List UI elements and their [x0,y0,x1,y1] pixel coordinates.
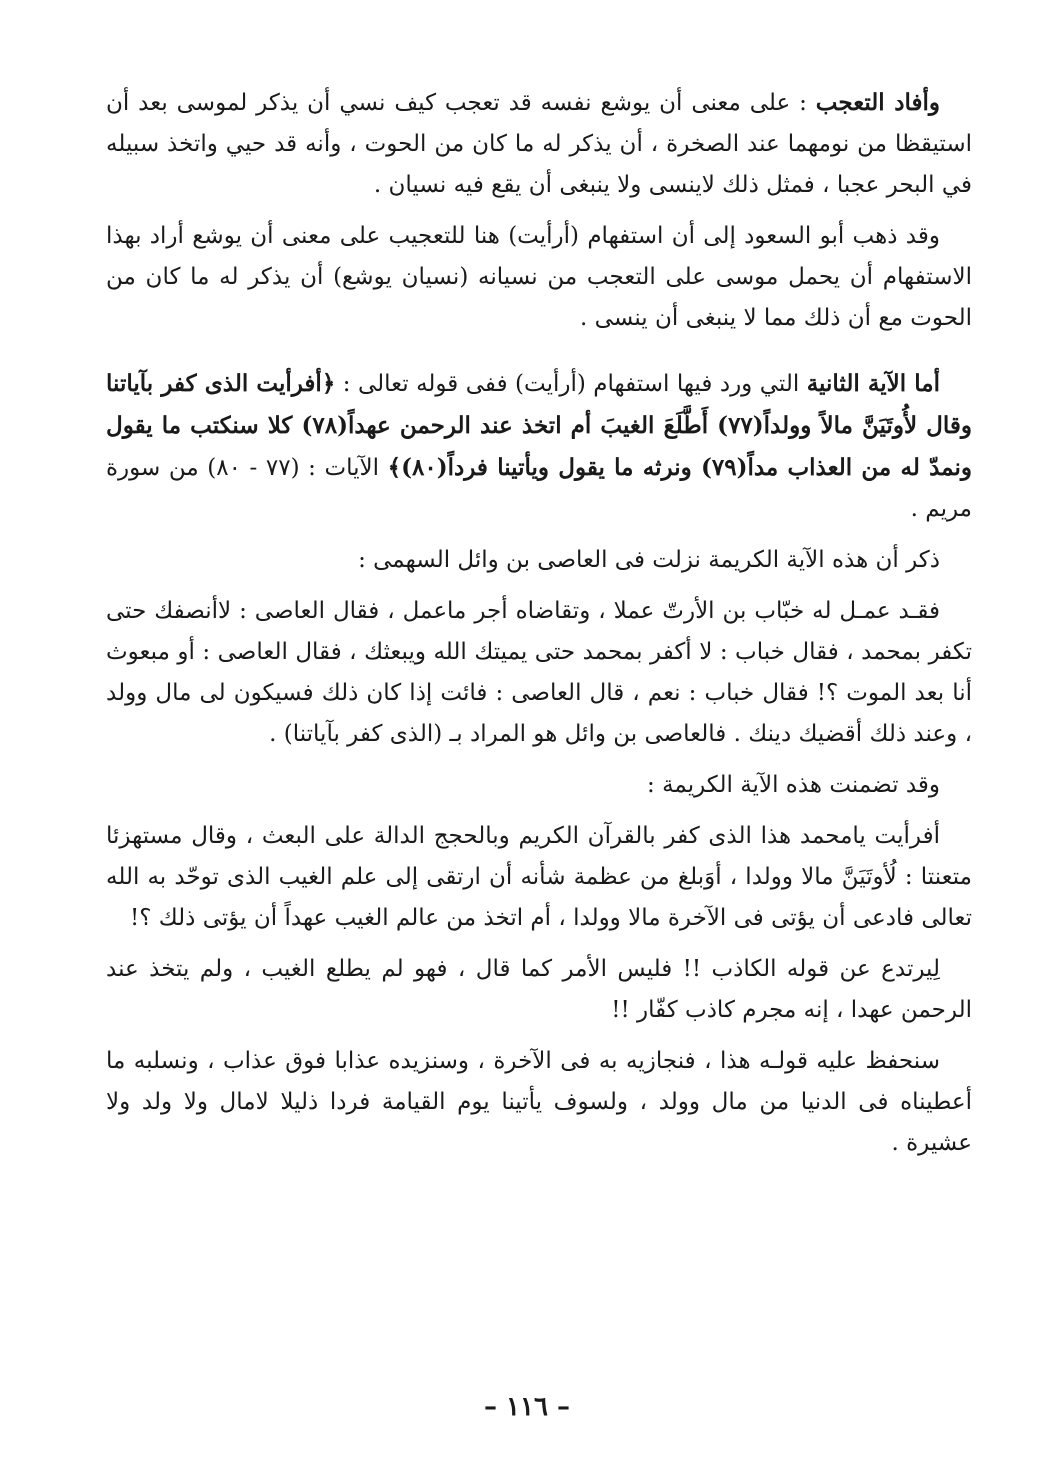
paragraph-text: أفرأيت يامحمد هذا الذى كفر بالقرآن الكريم وبالحجج الدالة على البعث ، وقال مستهزئا متعنتا : لُأوتَيَنَّ مالا وولدا ، أوَبلغ من عظمة شأنه أن ارتقى إلى علم الغيب الذى توحّد به الله تعالى فادعى أن يؤتى فى الآخرة مالا وولدا ، أم اتخذ من عالم الغيب عهداً أن يؤتى ذلك ؟! [106,823,972,931]
paragraph-text: وقد تضمنت هذه الآية الكريمة : [647,772,940,798]
paragraph-verse-contents [106,765,972,806]
paragraph-text: التي ورد فيها استفهام (أرأيت) ففى قوله تعالى : [335,371,807,397]
paragraph-text: ذكر أن هذه الآية الكريمة نزلت فى العاصى بن وائل السهمى : [358,547,940,573]
paragraph-khabbab-story [106,591,972,755]
paragraph-taajjub [106,82,972,206]
paragraph-text: سنحفظ عليه قولـه هذا ، فنجازيه به فى الآخرة ، وسنزيده عذابا فوق عذاب ، ونسلبه ما أعطيناه فى الدنيا من مال وولد ، ولسوف يأتينا يوم القيامة فردا ذليلا لامال ولا ولد ولا عشيرة . [106,1048,972,1156]
lead-term: أما الآية الثانية [806,370,940,397]
paragraph-second-verse [106,363,972,530]
quran-quote: ﴿أفرأيت الذى كفر بآياتنا وقال لأُوتَيَنَّ مالاً وولداً(٧٧) أَطَّلَعَ الغيبَ أم اتخذ عند الرحمن عهداً(٧٨) كلا سنكتب ما يقول ونمدّ له من العذاب مداً(٧٩) ونرثه ما يقول ويأتينا فرداً(٨٠)﴾ [106,370,972,481]
paragraph-abu-saud [106,216,972,339]
paragraph-text: لِيرتدع عن قوله الكاذب !! فليس الأمر كما قال ، فهو لم يطلع الغيب ، ولم يتخذ عند الرحمن عهدا ، إنه مجرم كاذب كفّار !! [106,956,972,1023]
paragraph-deterrence [106,949,972,1031]
verse-reference: الآيات : (٧٧ - ٨٠) من سورة مريم . [106,455,972,522]
paragraph-text: فقـد عمـل له خبّاب بن الأرتّ عملا ، وتقاضاه أجر ماعمل ، فقال العاصى : لاأنصفك حتى تكفر بمحمد ، فقال خباب : لا أكفر بمحمد حتى يميتك الله ويبعثك ، فقال العاصى : أو مبعوث أنا بعد الموت ؟! فقال خباب : نعم ، قال العاصى : فائت إذا كان ذلك فسيكون لى مال وولد ، وعند ذلك أقضيك دينك . فالعاصى بن وائل هو المراد بـ (الذى كفر بآياتنا) . [106,598,972,747]
page-number: – ١١٦ – [483,1392,571,1422]
page-body [106,82,972,1174]
lead-term: وأفاد التعجب [815,89,940,116]
paragraph-explanation [106,816,972,939]
paragraph-revelation-context [106,540,972,581]
paragraph-text: وقد ذهب أبو السعود إلى أن استفهام (أرأيت) هنا للتعجيب على معنى أن يوشع أراد بهذا الاستفهام أن يحمل موسى على التعجب من نسيانه (نسيان يوشع) أن يذكر له ما كان من الحوت مع أن ذلك مما لا ينبغى أن ينسى . [106,223,972,331]
paragraph-text: : على معنى أن يوشع نفسه قد تعجب كيف نسي أن يذكر لموسى بعد أن استيقظا من نومهما عند الصخرة ، أن يذكر له ما كان من الحوت ، وأنه قد حيي واتخذ سبيله في البحر عجبا ، فمثل ذلك لاينسى ولا ينبغى أن يقع فيه نسيان . [106,90,972,198]
paragraph-punishment [106,1041,972,1164]
